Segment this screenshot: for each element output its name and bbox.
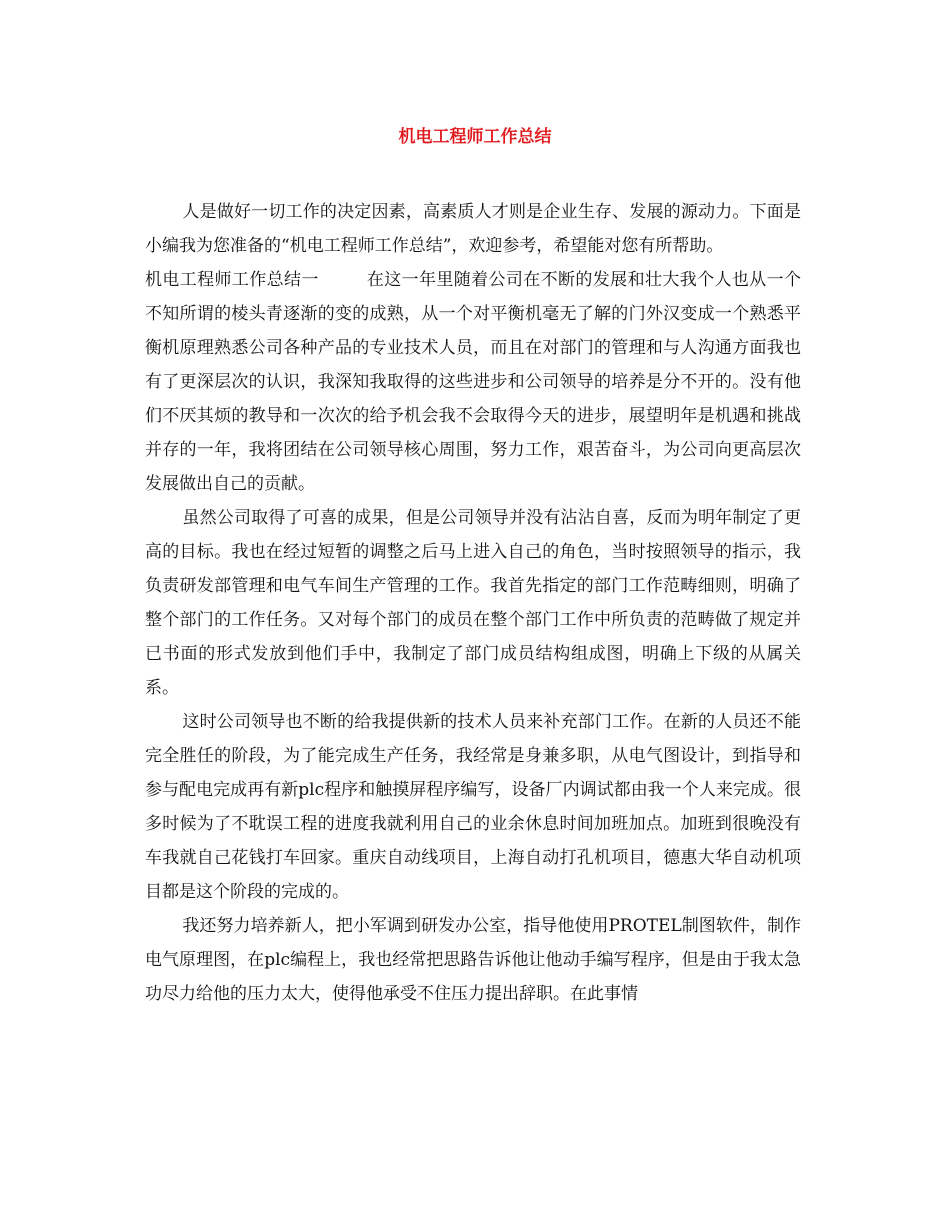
document-body [145,195,801,1011]
section-first-paragraph: 在这一年里随着公司在不断的发展和壮大我个人也从一个不知所谓的棱头青逐渐的变的成熟，从一个对平衡机毫无了解的门外汉变成一个熟悉平衡机原理熟悉公司各种产品的专业技术人员，而且在对部门的管理和与人沟通方面我也有了更深层次的认识，我深知我取得的这些进步和公司领导的培养是分不开的。没有他们不厌其烦的教导和一次次的给予机会我不会取得今天的进步，展望明年是机遇和挑战并存的一年，我将团结在公司领导核心周围，努力工作，艰苦奋斗，为公司向更高层次发展做出自己的贡献。 [145,270,802,494]
document-title: 机电工程师工作总结 [398,127,552,147]
section-first-paragraph-block [145,263,801,501]
intro-paragraph: 人是做好一切工作的决定因素，高素质人才则是企业生存、发展的源动力。下面是小编我为您准备的“机电工程师工作总结”，欢迎参考，希望能对您有所帮助。 [145,202,801,256]
body-paragraph: 这时公司领导也不断的给我提供新的技术人员来补充部门工作。在新的人员还不能完全胜任的阶段，为了能完成生产任务，我经常是身兼多职，从电气图设计，到指导和参与配电完成再有新plc程序和触摸屏程序编写，设备厂内调试都由我一个人来完成。很多时候为了不耽误工程的进度我就利用自己的业余休息时间加班加点。加班到很晚没有车我就自己花钱打车回家。重庆自动线项目，上海自动打孔机项目，德惠大华自动机项目都是这个阶段的完成的。 [145,712,801,902]
section-heading: 机电工程师工作总结一 [145,270,319,290]
body-paragraph: 我还努力培养新人，把小军调到研发办公室，指导他使用PROTEL制图软件，制作电气原理图，在plc编程上，我也经常把思路告诉他让他动手编写程序，但是由于我太急功尽力给他的压力太大，使得他承受不住压力提出辞职。在此事情 [145,916,801,1004]
body-paragraph: 虽然公司取得了可喜的成果，但是公司领导并没有沾沾自喜，反而为明年制定了更高的目标。我也在经过短暂的调整之后马上进入自己的角色，当时按照领导的指示，我负责研发部管理和电气车间生产管理的工作。我首先指定的部门工作范畴细则，明确了整个部门的工作任务。又对每个部门的成员在整个部门工作中所负责的范畴做了规定并已书面的形式发放到他们手中，我制定了部门成员结构组成图，明确上下级的从属关系。 [145,508,801,698]
